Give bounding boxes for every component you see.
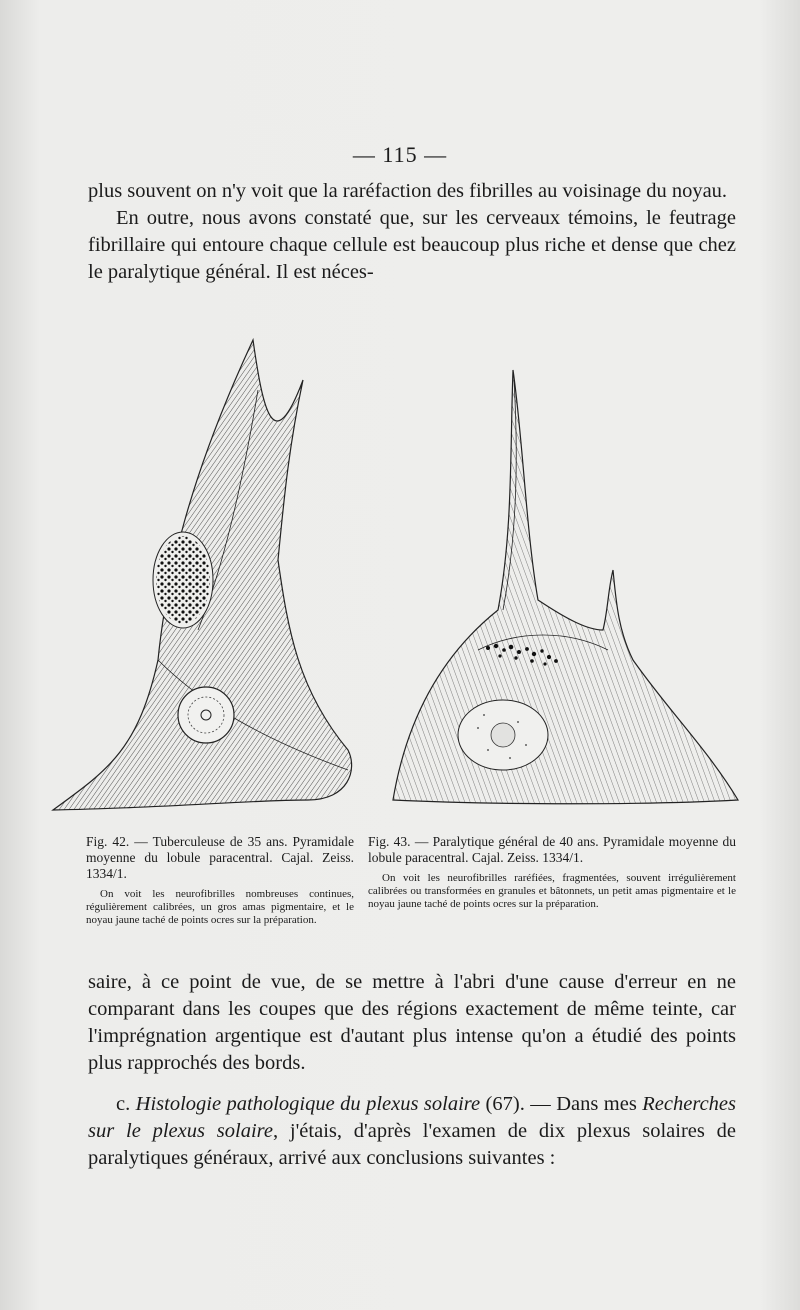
paragraph-continuation: , j'étais, d'après l'examen de dix plexus solaires de paralytiques généraux, arrivé aux conclusions suivantes :	[88, 1120, 736, 1169]
section-paragraph	[88, 1091, 736, 1172]
bottom-text-block	[88, 969, 736, 1172]
paragraph: En outre, nous avons constaté que, sur les cerveaux témoins, le feutrage fibrillaire qui entoure chaque cellule est beaucoup plus riche et dense que chez le paralytique général. Il est néces-	[88, 207, 736, 283]
work-title: Recherches sur le plexus solaire	[88, 1093, 736, 1142]
fig42-neuron-drawing	[53, 340, 352, 810]
fig42-caption-title: Fig. 42. — Tuberculeuse de 35 ans. Pyramidale moyenne du lobule paracentral. Cajal. Zeiss. 1334/1.	[86, 834, 354, 881]
paragraph: saire, à ce point de vue, de se mettre à l'abri d'une cause d'erreur en ne comparant dans les coupes que des régions exactement de même teinte, car l'imprégnation argentique est d'autant plus intense qu'on a étudié des points plus rapprochés des bords.	[88, 971, 736, 1074]
fig42-caption	[86, 834, 354, 927]
section-title: Histologie pathologique du plexus solaire	[135, 1093, 481, 1115]
neuron-drawings	[48, 330, 748, 830]
fig42-caption-description: On voit les neurofibrilles nombreuses continues, régulièrement calibrées, un gros amas pigmentaire, et le noyau jaune taché de points ocres sur la préparation.	[86, 888, 354, 926]
section-reference: (67). — Dans mes	[480, 1093, 643, 1115]
fig43-caption	[368, 834, 736, 911]
section-prefix: c.	[116, 1093, 136, 1115]
fig43-neuron-drawing	[393, 370, 738, 804]
fig43-caption-title: Fig. 43. — Paralytique général de 40 ans. Pyramidale moyenne du lobule paracentral. Cajal. Zeiss. 1334/1.	[368, 834, 736, 865]
paragraph: plus souvent on n'y voit que la raréfaction des fibrilles au voisinage du noyau.	[88, 180, 728, 202]
fig43-caption-description: On voit les neurofibrilles raréfiées, fragmentées, souvent irrégulièrement calibrées ou transformées en granules et bâtonnets, un petit amas pigmentaire et le noyau jaune taché de points ocres sur la préparation.	[368, 872, 736, 910]
figure-illustrations	[48, 330, 748, 830]
page-number: — 115 —	[352, 142, 448, 167]
top-text-block	[88, 178, 736, 286]
